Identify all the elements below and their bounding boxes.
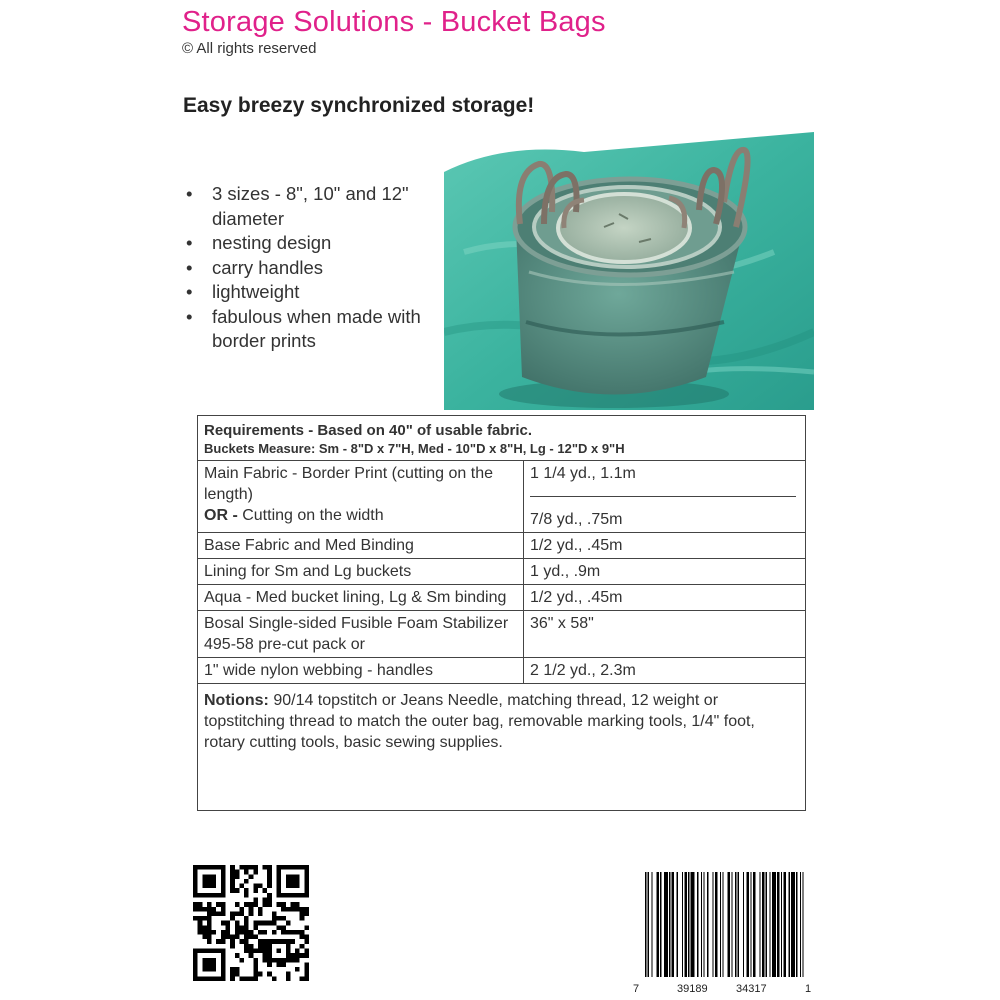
requirements-table <box>197 415 806 811</box>
barcode <box>645 872 805 977</box>
page-title: Storage Solutions - Bucket Bags <box>182 6 606 38</box>
amount-value: 1 yd., .9m <box>524 559 806 585</box>
product-photo <box>444 132 814 410</box>
material-name: Base Fabric and Med Binding <box>198 533 524 559</box>
material-name: Aqua - Med bucket lining, Lg & Sm binding <box>198 585 524 611</box>
requirements-header-row <box>198 416 806 461</box>
tagline: Easy breezy synchronized storage! <box>183 94 535 117</box>
amount-value: 36" x 58" <box>524 611 806 658</box>
table-row <box>198 533 806 559</box>
feature-item: • fabulous when made with border prints <box>186 305 436 354</box>
amount-alt: 7/8 yd., .75m <box>530 511 623 528</box>
amount-cell <box>524 461 806 533</box>
qr-code <box>193 865 309 981</box>
amount-value: 1 1/4 yd., 1.1m <box>530 465 636 482</box>
requirements-header <box>198 416 806 461</box>
barcode-digit-group: 7 <box>633 983 640 995</box>
alt-prefix: OR - <box>204 507 238 524</box>
barcode-digit-group: 39189 <box>677 983 708 995</box>
notions-label: Notions: <box>204 692 269 709</box>
alt-name: Cutting on the width <box>237 507 384 524</box>
table-row <box>198 585 806 611</box>
feature-item: • lightweight <box>186 280 436 305</box>
material-name: Main Fabric - Border Print (cutting on the length) <box>204 465 494 503</box>
amount-value: 2 1/2 yd., 2.3m <box>524 658 806 684</box>
notions-text: 90/14 topstitch or Jeans Needle, matching thread, 12 weight or topstitching thread to match the outer bag, removable marking tools, 1/4" foot, rotary cutting tools, basic sewing supplies. <box>204 692 755 751</box>
divider-line <box>530 496 796 497</box>
barcode-digit-group: 34317 <box>736 983 767 995</box>
notions-cell <box>198 684 806 811</box>
copyright-notice: © All rights reserved <box>182 40 317 57</box>
material-alt <box>204 505 517 526</box>
material-name: Bosal Single-sided Fusible Foam Stabilizer 495-58 pre-cut pack or <box>198 611 524 658</box>
table-row <box>198 658 806 684</box>
table-row <box>198 611 806 658</box>
requirements-heading: Requirements - Based on 40" of usable fabric. <box>204 422 533 439</box>
amount-value: 1/2 yd., .45m <box>524 585 806 611</box>
material-cell <box>198 461 524 533</box>
feature-list <box>186 182 436 354</box>
material-name: Lining for Sm and Lg buckets <box>198 559 524 585</box>
feature-item: • nesting design <box>186 231 436 256</box>
feature-item: • 3 sizes - 8", 10" and 12" diameter <box>186 182 436 231</box>
material-name: 1" wide nylon webbing - handles <box>198 658 524 684</box>
barcode-digit-group: 1 <box>805 983 812 995</box>
table-row <box>198 559 806 585</box>
feature-item: • carry handles <box>186 256 436 281</box>
barcode-digits <box>633 983 813 997</box>
table-row <box>198 461 806 533</box>
notions-row <box>198 684 806 811</box>
bucket-measurements: Buckets Measure: Sm - 8"D x 7"H, Med - 10"D x 8"H, Lg - 12"D x 9"H <box>204 441 625 456</box>
amount-value: 1/2 yd., .45m <box>524 533 806 559</box>
